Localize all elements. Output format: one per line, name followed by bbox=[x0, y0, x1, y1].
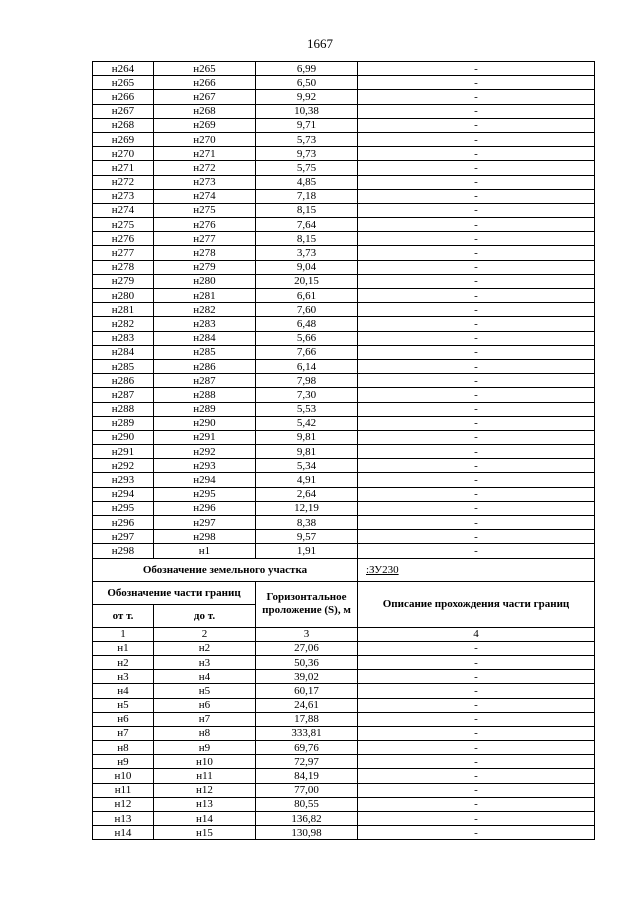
table-row bbox=[93, 374, 595, 388]
point-to: н292 bbox=[154, 445, 256, 459]
segment-description: - bbox=[358, 303, 595, 317]
table-row bbox=[93, 641, 595, 655]
point-from: н284 bbox=[93, 345, 154, 359]
table-row bbox=[93, 445, 595, 459]
segment-description: - bbox=[358, 203, 595, 217]
point-to: н289 bbox=[154, 402, 256, 416]
point-from: н2 bbox=[93, 655, 154, 669]
point-to: н9 bbox=[154, 741, 256, 755]
segment-length: 80,55 bbox=[256, 797, 358, 811]
segment-description: - bbox=[358, 76, 595, 90]
point-to: н275 bbox=[154, 203, 256, 217]
point-to: н266 bbox=[154, 76, 256, 90]
segment-length: 6,50 bbox=[256, 76, 358, 90]
table-row bbox=[93, 797, 595, 811]
segment-length: 7,30 bbox=[256, 388, 358, 402]
point-from: н282 bbox=[93, 317, 154, 331]
segment-length: 6,48 bbox=[256, 317, 358, 331]
segment-description: - bbox=[358, 359, 595, 373]
table-row bbox=[93, 189, 595, 203]
point-to: н288 bbox=[154, 388, 256, 402]
point-from: н276 bbox=[93, 232, 154, 246]
parcel-label: Обозначение земельного участка bbox=[93, 558, 358, 581]
point-to: н8 bbox=[154, 726, 256, 740]
segment-description: - bbox=[358, 218, 595, 232]
table-row bbox=[93, 712, 595, 726]
point-to: н298 bbox=[154, 530, 256, 544]
segment-length: 8,38 bbox=[256, 516, 358, 530]
segment-length: 5,34 bbox=[256, 459, 358, 473]
segment-description: - bbox=[358, 783, 595, 797]
page-number: 1667 bbox=[307, 36, 333, 51]
segment-description: - bbox=[358, 132, 595, 146]
segment-length: 5,66 bbox=[256, 331, 358, 345]
segment-length: 7,98 bbox=[256, 374, 358, 388]
segment-length: 2,64 bbox=[256, 487, 358, 501]
point-to: н272 bbox=[154, 161, 256, 175]
parcel-value: :ЗУ230 bbox=[358, 558, 595, 581]
point-from: н285 bbox=[93, 359, 154, 373]
point-from: н1 bbox=[93, 641, 154, 655]
segment-description: - bbox=[358, 741, 595, 755]
segment-description: - bbox=[358, 797, 595, 811]
point-to: н291 bbox=[154, 430, 256, 444]
segment-length: 12,19 bbox=[256, 501, 358, 515]
header-from: от т. bbox=[93, 604, 154, 627]
point-from: н11 bbox=[93, 783, 154, 797]
point-to: н267 bbox=[154, 90, 256, 104]
segment-length: 5,73 bbox=[256, 132, 358, 146]
header-row-1 bbox=[93, 581, 595, 604]
point-from: н273 bbox=[93, 189, 154, 203]
point-to: н7 bbox=[154, 712, 256, 726]
point-to: н286 bbox=[154, 359, 256, 373]
segment-length: 50,36 bbox=[256, 655, 358, 669]
point-from: н10 bbox=[93, 769, 154, 783]
point-to: н294 bbox=[154, 473, 256, 487]
point-to: н12 bbox=[154, 783, 256, 797]
segment-description: - bbox=[358, 331, 595, 345]
segment-description: - bbox=[358, 161, 595, 175]
segment-length: 4,91 bbox=[256, 473, 358, 487]
table-row bbox=[93, 812, 595, 826]
table-row bbox=[93, 132, 595, 146]
segment-description: - bbox=[358, 289, 595, 303]
segment-description: - bbox=[358, 388, 595, 402]
segment-description: - bbox=[358, 147, 595, 161]
segment-description: - bbox=[358, 104, 595, 118]
top-segments bbox=[93, 62, 595, 559]
point-to: н11 bbox=[154, 769, 256, 783]
point-to: н2 bbox=[154, 641, 256, 655]
segment-length: 333,81 bbox=[256, 726, 358, 740]
point-to: н268 bbox=[154, 104, 256, 118]
point-to: н4 bbox=[154, 670, 256, 684]
segment-length: 1,91 bbox=[256, 544, 358, 558]
table-row bbox=[93, 402, 595, 416]
point-from: н280 bbox=[93, 289, 154, 303]
point-to: н3 bbox=[154, 655, 256, 669]
table-row bbox=[93, 487, 595, 501]
segment-description: - bbox=[358, 812, 595, 826]
segment-length: 6,61 bbox=[256, 289, 358, 303]
segment-length: 6,99 bbox=[256, 62, 358, 76]
segment-description: - bbox=[358, 755, 595, 769]
point-from: н291 bbox=[93, 445, 154, 459]
point-to: н287 bbox=[154, 374, 256, 388]
point-to: н13 bbox=[154, 797, 256, 811]
parcel-row bbox=[93, 558, 595, 581]
point-to: н276 bbox=[154, 218, 256, 232]
point-from: н294 bbox=[93, 487, 154, 501]
segment-description: - bbox=[358, 487, 595, 501]
point-to: н278 bbox=[154, 246, 256, 260]
point-to: н274 bbox=[154, 189, 256, 203]
segment-description: - bbox=[358, 416, 595, 430]
table-row bbox=[93, 90, 595, 104]
point-from: н283 bbox=[93, 331, 154, 345]
point-from: н298 bbox=[93, 544, 154, 558]
point-from: н9 bbox=[93, 755, 154, 769]
point-from: н268 bbox=[93, 118, 154, 132]
table-row bbox=[93, 147, 595, 161]
segment-length: 9,81 bbox=[256, 445, 358, 459]
point-from: н275 bbox=[93, 218, 154, 232]
segment-description: - bbox=[358, 345, 595, 359]
segment-length: 5,75 bbox=[256, 161, 358, 175]
header-horizontal: Горизонтальное проложение (S), м bbox=[256, 581, 358, 627]
segment-description: - bbox=[358, 232, 595, 246]
point-from: н286 bbox=[93, 374, 154, 388]
segment-description: - bbox=[358, 641, 595, 655]
segment-description: - bbox=[358, 473, 595, 487]
table-row bbox=[93, 359, 595, 373]
segment-description: - bbox=[358, 317, 595, 331]
segment-length: 7,60 bbox=[256, 303, 358, 317]
point-from: н292 bbox=[93, 459, 154, 473]
segment-description: - bbox=[358, 402, 595, 416]
segment-description: - bbox=[358, 698, 595, 712]
segment-description: - bbox=[358, 430, 595, 444]
point-to: н265 bbox=[154, 62, 256, 76]
segment-description: - bbox=[358, 726, 595, 740]
point-to: н270 bbox=[154, 132, 256, 146]
point-from: н4 bbox=[93, 684, 154, 698]
segment-description: - bbox=[358, 712, 595, 726]
point-from: н297 bbox=[93, 530, 154, 544]
table-row bbox=[93, 303, 595, 317]
point-from: н296 bbox=[93, 516, 154, 530]
point-from: н7 bbox=[93, 726, 154, 740]
segment-length: 3,73 bbox=[256, 246, 358, 260]
segment-description: - bbox=[358, 62, 595, 76]
segment-length: 5,53 bbox=[256, 402, 358, 416]
segment-description: - bbox=[358, 260, 595, 274]
segment-description: - bbox=[358, 90, 595, 104]
segment-description: - bbox=[358, 530, 595, 544]
point-to: н281 bbox=[154, 289, 256, 303]
table-row bbox=[93, 473, 595, 487]
segment-description: - bbox=[358, 175, 595, 189]
point-from: н290 bbox=[93, 430, 154, 444]
table-row bbox=[93, 741, 595, 755]
segment-description: - bbox=[358, 118, 595, 132]
point-from: н279 bbox=[93, 274, 154, 288]
segment-length: 7,66 bbox=[256, 345, 358, 359]
point-from: н270 bbox=[93, 147, 154, 161]
table-row bbox=[93, 516, 595, 530]
segment-length: 9,73 bbox=[256, 147, 358, 161]
segment-description: - bbox=[358, 501, 595, 515]
point-from: н289 bbox=[93, 416, 154, 430]
segment-length: 60,17 bbox=[256, 684, 358, 698]
table-row bbox=[93, 416, 595, 430]
point-to: н271 bbox=[154, 147, 256, 161]
point-to: н15 bbox=[154, 826, 256, 840]
point-from: н274 bbox=[93, 203, 154, 217]
table-row bbox=[93, 544, 595, 558]
point-from: н5 bbox=[93, 698, 154, 712]
segment-description: - bbox=[358, 544, 595, 558]
point-to: н295 bbox=[154, 487, 256, 501]
table-row bbox=[93, 755, 595, 769]
point-to: н293 bbox=[154, 459, 256, 473]
point-from: н6 bbox=[93, 712, 154, 726]
table-row bbox=[93, 783, 595, 797]
table-row bbox=[93, 203, 595, 217]
table-row bbox=[93, 530, 595, 544]
table-row bbox=[93, 218, 595, 232]
point-from: н269 bbox=[93, 132, 154, 146]
segment-length: 24,61 bbox=[256, 698, 358, 712]
header-parts: Обозначение части границ bbox=[93, 581, 256, 604]
point-from: н281 bbox=[93, 303, 154, 317]
point-to: н14 bbox=[154, 812, 256, 826]
segment-length: 69,76 bbox=[256, 741, 358, 755]
segment-length: 7,64 bbox=[256, 218, 358, 232]
segment-length: 84,19 bbox=[256, 769, 358, 783]
table-row bbox=[93, 76, 595, 90]
segment-description: - bbox=[358, 826, 595, 840]
table-row bbox=[93, 62, 595, 76]
header-numbers-row bbox=[93, 627, 595, 641]
table-row bbox=[93, 769, 595, 783]
point-to: н285 bbox=[154, 345, 256, 359]
point-to: н10 bbox=[154, 755, 256, 769]
segment-length: 5,42 bbox=[256, 416, 358, 430]
segment-length: 4,85 bbox=[256, 175, 358, 189]
point-from: н3 bbox=[93, 670, 154, 684]
segment-length: 39,02 bbox=[256, 670, 358, 684]
point-from: н14 bbox=[93, 826, 154, 840]
segment-description: - bbox=[358, 459, 595, 473]
segment-length: 8,15 bbox=[256, 203, 358, 217]
table-row bbox=[93, 501, 595, 515]
point-from: н288 bbox=[93, 402, 154, 416]
segment-description: - bbox=[358, 684, 595, 698]
boundary-table bbox=[92, 61, 595, 840]
segment-length: 9,57 bbox=[256, 530, 358, 544]
segment-length: 27,06 bbox=[256, 641, 358, 655]
point-to: н280 bbox=[154, 274, 256, 288]
point-from: н8 bbox=[93, 741, 154, 755]
segment-length: 72,97 bbox=[256, 755, 358, 769]
point-to: н5 bbox=[154, 684, 256, 698]
table-row bbox=[93, 331, 595, 345]
header-description: Описание прохождения части границ bbox=[358, 581, 595, 627]
point-from: н266 bbox=[93, 90, 154, 104]
point-from: н295 bbox=[93, 501, 154, 515]
table-row bbox=[93, 684, 595, 698]
segment-length: 9,71 bbox=[256, 118, 358, 132]
segment-length: 130,98 bbox=[256, 826, 358, 840]
segment-length: 77,00 bbox=[256, 783, 358, 797]
point-to: н297 bbox=[154, 516, 256, 530]
header-to: до т. bbox=[154, 604, 256, 627]
bottom-segments bbox=[93, 641, 595, 840]
table-row bbox=[93, 246, 595, 260]
point-from: н277 bbox=[93, 246, 154, 260]
table-row bbox=[93, 655, 595, 669]
segment-description: - bbox=[358, 769, 595, 783]
point-from: н271 bbox=[93, 161, 154, 175]
point-to: н290 bbox=[154, 416, 256, 430]
segment-length: 9,92 bbox=[256, 90, 358, 104]
table-row bbox=[93, 345, 595, 359]
point-from: н278 bbox=[93, 260, 154, 274]
table-row bbox=[93, 826, 595, 840]
segment-length: 7,18 bbox=[256, 189, 358, 203]
header-num-3: 3 bbox=[256, 627, 358, 641]
segment-description: - bbox=[358, 670, 595, 684]
parcel-section bbox=[93, 558, 595, 641]
point-to: н284 bbox=[154, 331, 256, 345]
table-row bbox=[93, 161, 595, 175]
segment-length: 17,88 bbox=[256, 712, 358, 726]
segment-description: - bbox=[358, 445, 595, 459]
point-to: н277 bbox=[154, 232, 256, 246]
point-to: н6 bbox=[154, 698, 256, 712]
segment-description: - bbox=[358, 655, 595, 669]
point-from: н267 bbox=[93, 104, 154, 118]
table-row bbox=[93, 670, 595, 684]
point-to: н282 bbox=[154, 303, 256, 317]
point-to: н296 bbox=[154, 501, 256, 515]
table-row bbox=[93, 260, 595, 274]
segment-description: - bbox=[358, 274, 595, 288]
point-from: н265 bbox=[93, 76, 154, 90]
point-from: н272 bbox=[93, 175, 154, 189]
table-row bbox=[93, 175, 595, 189]
segment-description: - bbox=[358, 374, 595, 388]
table-row bbox=[93, 698, 595, 712]
table-row bbox=[93, 289, 595, 303]
point-from: н13 bbox=[93, 812, 154, 826]
segment-length: 6,14 bbox=[256, 359, 358, 373]
table-row bbox=[93, 430, 595, 444]
point-to: н273 bbox=[154, 175, 256, 189]
table-row bbox=[93, 726, 595, 740]
table-row bbox=[93, 274, 595, 288]
point-to: н279 bbox=[154, 260, 256, 274]
point-to: н269 bbox=[154, 118, 256, 132]
header-num-2: 2 bbox=[154, 627, 256, 641]
table-row bbox=[93, 388, 595, 402]
point-from: н287 bbox=[93, 388, 154, 402]
segment-length: 20,15 bbox=[256, 274, 358, 288]
segment-description: - bbox=[358, 246, 595, 260]
point-from: н12 bbox=[93, 797, 154, 811]
point-to: н1 bbox=[154, 544, 256, 558]
segment-length: 9,04 bbox=[256, 260, 358, 274]
header-num-1: 1 bbox=[93, 627, 154, 641]
segment-length: 8,15 bbox=[256, 232, 358, 246]
table-row bbox=[93, 459, 595, 473]
segment-description: - bbox=[358, 189, 595, 203]
table-row bbox=[93, 118, 595, 132]
table-row bbox=[93, 104, 595, 118]
segment-length: 9,81 bbox=[256, 430, 358, 444]
segment-description: - bbox=[358, 516, 595, 530]
table-row bbox=[93, 232, 595, 246]
segment-length: 136,82 bbox=[256, 812, 358, 826]
point-from: н264 bbox=[93, 62, 154, 76]
point-from: н293 bbox=[93, 473, 154, 487]
header-num-4: 4 bbox=[358, 627, 595, 641]
point-to: н283 bbox=[154, 317, 256, 331]
table-row bbox=[93, 317, 595, 331]
segment-length: 10,38 bbox=[256, 104, 358, 118]
